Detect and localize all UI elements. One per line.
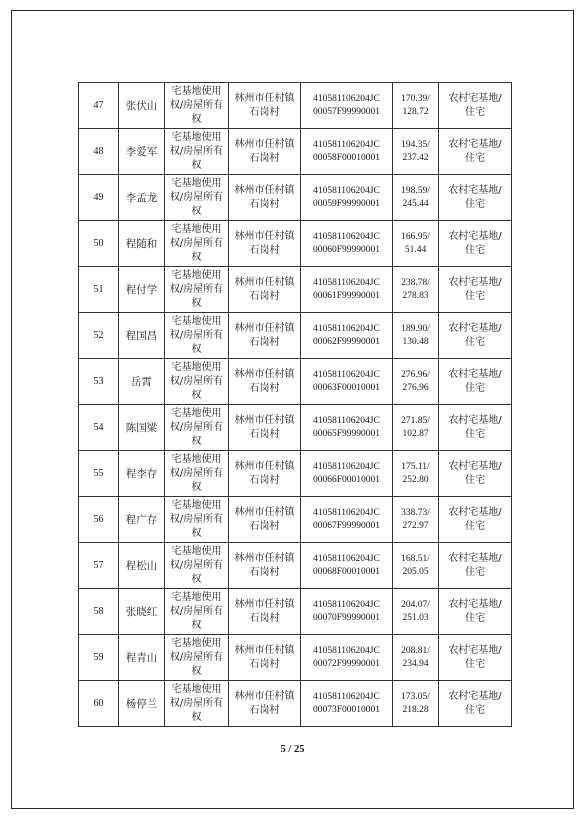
row-number-cell-text: 60: [93, 697, 104, 709]
table-row: [79, 405, 512, 451]
area-cell-text: 198.59/ 245.44: [401, 185, 430, 209]
right-type-cell: [165, 497, 229, 543]
usage-cell: [439, 405, 512, 451]
location-cell: [229, 635, 301, 681]
location-cell: [229, 129, 301, 175]
area-cell: [393, 129, 439, 175]
right-type-cell-text: 宅基地使用 权/房屋所有 权: [169, 637, 224, 677]
right-type-cell-text: 宅基地使用 权/房屋所有 权: [169, 545, 224, 585]
usage-cell: [439, 543, 512, 589]
right-type-cell-text: 宅基地使用 权/房屋所有 权: [169, 591, 224, 631]
right-type-cell-text: 宅基地使用 权/房屋所有 权: [169, 269, 224, 309]
area-cell-text: 170.39/ 128.72: [401, 93, 430, 117]
usage-cell-text: 农村宅基地/ 住宅: [448, 552, 502, 578]
usage-cell-text: 农村宅基地/ 住宅: [448, 230, 502, 256]
row-number-cell: [79, 497, 119, 543]
area-cell: [393, 313, 439, 359]
row-number-cell-text: 57: [93, 559, 104, 571]
right-type-cell: [165, 267, 229, 313]
row-number-cell-text: 47: [93, 99, 104, 111]
usage-cell-text: 农村宅基地/ 住宅: [448, 690, 502, 716]
location-cell-text: 林州市任村镇 石岗村: [234, 184, 295, 210]
row-number-cell: [79, 175, 119, 221]
row-number-cell-text: 49: [93, 191, 104, 203]
usage-cell-text: 农村宅基地/ 住宅: [448, 368, 502, 394]
certificate-number-cell-text: 410581106204JC 00059F99990001: [312, 185, 381, 209]
usage-cell-text: 农村宅基地/ 住宅: [448, 276, 502, 302]
certificate-number-cell: [301, 405, 393, 451]
usage-cell-text: 农村宅基地/ 住宅: [448, 460, 502, 486]
right-type-cell: [165, 405, 229, 451]
owner-name-cell-text: 李爱军: [125, 145, 158, 158]
owner-name-cell: [119, 589, 165, 635]
owner-name-cell: [119, 175, 165, 221]
table-row: [79, 83, 512, 129]
location-cell-text: 林州市任村镇 石岗村: [234, 690, 295, 716]
owner-name-cell: [119, 221, 165, 267]
right-type-cell: [165, 83, 229, 129]
right-type-cell: [165, 589, 229, 635]
certificate-number-cell-text: 410581106204JC 00057F99990001: [312, 93, 381, 117]
location-cell: [229, 681, 301, 727]
row-number-cell-text: 48: [93, 145, 104, 157]
row-number-cell: [79, 267, 119, 313]
certificate-number-cell: [301, 681, 393, 727]
location-cell-text: 林州市任村镇 石岗村: [234, 368, 295, 394]
owner-name-cell-text: 程随和: [125, 237, 158, 250]
area-cell-text: 271.85/ 102.87: [401, 415, 430, 439]
location-cell-text: 林州市任村镇 石岗村: [234, 414, 295, 440]
area-cell: [393, 451, 439, 497]
certificate-number-cell: [301, 451, 393, 497]
owner-name-cell: [119, 313, 165, 359]
certificate-number-cell-text: 410581106204JC 00058F00010001: [312, 139, 381, 163]
owner-name-cell: [119, 681, 165, 727]
row-number-cell: [79, 451, 119, 497]
usage-cell-text: 农村宅基地/ 住宅: [448, 184, 502, 210]
table-body: [79, 83, 512, 727]
right-type-cell: [165, 221, 229, 267]
location-cell: [229, 451, 301, 497]
area-cell: [393, 405, 439, 451]
certificate-number-cell: [301, 497, 393, 543]
row-number-cell: [79, 543, 119, 589]
row-number-cell-text: 56: [93, 513, 104, 525]
right-type-cell-text: 宅基地使用 权/房屋所有 权: [169, 499, 224, 539]
owner-name-cell: [119, 497, 165, 543]
location-cell: [229, 589, 301, 635]
area-cell-text: 166.95/ 51.44: [401, 231, 430, 255]
usage-cell-text: 农村宅基地/ 住宅: [448, 644, 502, 670]
table-row: [79, 589, 512, 635]
area-cell-text: 276.96/ 276.96: [401, 369, 430, 393]
location-cell-text: 林州市任村镇 石岗村: [234, 92, 295, 118]
table-row: [79, 221, 512, 267]
record-table: [78, 82, 512, 727]
usage-cell-text: 农村宅基地/ 住宅: [448, 414, 502, 440]
right-type-cell: [165, 635, 229, 681]
owner-name-cell-text: 程青山: [125, 651, 158, 664]
location-cell-text: 林州市任村镇 石岗村: [234, 138, 295, 164]
row-number-cell: [79, 129, 119, 175]
usage-cell: [439, 313, 512, 359]
usage-cell: [439, 267, 512, 313]
area-cell-text: 204.07/ 251.03: [401, 599, 430, 623]
owner-name-cell-text: 岳霄: [131, 375, 152, 388]
table-row: [79, 359, 512, 405]
owner-name-cell-text: 杨停兰: [125, 697, 158, 710]
location-cell-text: 林州市任村镇 石岗村: [234, 506, 295, 532]
owner-name-cell-text: 程松山: [125, 559, 158, 572]
table-row: [79, 681, 512, 727]
table-row: [79, 175, 512, 221]
usage-cell: [439, 681, 512, 727]
certificate-number-cell: [301, 313, 393, 359]
area-cell-text: 238.78/ 278.83: [401, 277, 430, 301]
usage-cell: [439, 451, 512, 497]
usage-cell-text: 农村宅基地/ 住宅: [448, 138, 502, 164]
usage-cell: [439, 589, 512, 635]
certificate-number-cell-text: 410581106204JC 00063F00010001: [312, 369, 381, 393]
location-cell: [229, 221, 301, 267]
certificate-number-cell: [301, 543, 393, 589]
location-cell: [229, 175, 301, 221]
row-number-cell: [79, 83, 119, 129]
certificate-number-cell-text: 410581106204JC 00062F99990001: [312, 323, 381, 347]
owner-name-cell: [119, 405, 165, 451]
certificate-number-cell: [301, 359, 393, 405]
right-type-cell-text: 宅基地使用 权/房屋所有 权: [169, 177, 224, 217]
table-row: [79, 129, 512, 175]
location-cell-text: 林州市任村镇 石岗村: [234, 230, 295, 256]
certificate-number-cell: [301, 635, 393, 681]
area-cell-text: 168.51/ 205.05: [401, 553, 430, 577]
row-number-cell: [79, 221, 119, 267]
location-cell-text: 林州市任村镇 石岗村: [234, 460, 295, 486]
row-number-cell-text: 59: [93, 651, 104, 663]
location-cell: [229, 543, 301, 589]
location-cell: [229, 267, 301, 313]
usage-cell-text: 农村宅基地/ 住宅: [448, 322, 502, 348]
right-type-cell: [165, 681, 229, 727]
area-cell: [393, 681, 439, 727]
certificate-number-cell: [301, 129, 393, 175]
right-type-cell: [165, 313, 229, 359]
area-cell-text: 189.90/ 130.48: [401, 323, 430, 347]
location-cell-text: 林州市任村镇 石岗村: [234, 598, 295, 624]
area-cell: [393, 635, 439, 681]
owner-name-cell-text: 程李存: [125, 467, 158, 480]
certificate-number-cell-text: 410581106204JC 00072F99990001: [312, 645, 381, 669]
certificate-number-cell: [301, 175, 393, 221]
row-number-cell: [79, 313, 119, 359]
usage-cell: [439, 497, 512, 543]
area-cell: [393, 267, 439, 313]
area-cell: [393, 175, 439, 221]
area-cell-text: 208.81/ 234.94: [401, 645, 430, 669]
usage-cell: [439, 359, 512, 405]
owner-name-cell-text: 张伏山: [125, 99, 158, 112]
right-type-cell: [165, 543, 229, 589]
owner-name-cell: [119, 543, 165, 589]
area-cell: [393, 497, 439, 543]
certificate-number-cell: [301, 267, 393, 313]
usage-cell: [439, 83, 512, 129]
table-row: [79, 543, 512, 589]
area-cell: [393, 221, 439, 267]
area-cell: [393, 543, 439, 589]
certificate-number-cell-text: 410581106204JC 00060F99990001: [312, 231, 381, 255]
right-type-cell-text: 宅基地使用 权/房屋所有 权: [169, 361, 224, 401]
right-type-cell-text: 宅基地使用 权/房屋所有 权: [169, 683, 224, 723]
owner-name-cell: [119, 267, 165, 313]
row-number-cell-text: 53: [93, 375, 104, 387]
right-type-cell: [165, 175, 229, 221]
owner-name-cell-text: 陈国梁: [125, 421, 158, 434]
owner-name-cell: [119, 451, 165, 497]
row-number-cell: [79, 635, 119, 681]
table-row: [79, 497, 512, 543]
location-cell: [229, 83, 301, 129]
owner-name-cell: [119, 129, 165, 175]
owner-name-cell-text: 程付学: [125, 283, 158, 296]
owner-name-cell: [119, 635, 165, 681]
owner-name-cell: [119, 359, 165, 405]
location-cell: [229, 497, 301, 543]
row-number-cell: [79, 681, 119, 727]
certificate-number-cell: [301, 221, 393, 267]
right-type-cell-text: 宅基地使用 权/房屋所有 权: [169, 223, 224, 263]
certificate-number-cell-text: 410581106204JC 00066F00010001: [312, 461, 381, 485]
right-type-cell: [165, 451, 229, 497]
right-type-cell-text: 宅基地使用 权/房屋所有 权: [169, 85, 224, 125]
certificate-number-cell-text: 410581106204JC 00061F99990001: [312, 277, 381, 301]
location-cell-text: 林州市任村镇 石岗村: [234, 276, 295, 302]
location-cell-text: 林州市任村镇 石岗村: [234, 322, 295, 348]
usage-cell-text: 农村宅基地/ 住宅: [448, 92, 502, 118]
row-number-cell-text: 52: [93, 329, 104, 341]
area-cell: [393, 83, 439, 129]
area-cell-text: 173.05/ 218.28: [401, 691, 430, 715]
usage-cell: [439, 635, 512, 681]
usage-cell: [439, 221, 512, 267]
right-type-cell: [165, 359, 229, 405]
usage-cell: [439, 129, 512, 175]
location-cell: [229, 359, 301, 405]
owner-name-cell-text: 张晓红: [125, 605, 158, 618]
page-number: 5 / 25: [280, 744, 305, 755]
certificate-number-cell-text: 410581106204JC 00067F99990001: [312, 507, 381, 531]
certificate-number-cell: [301, 83, 393, 129]
area-cell-text: 338.73/ 272.97: [401, 507, 430, 531]
row-number-cell-text: 50: [93, 237, 104, 249]
table-row: [79, 635, 512, 681]
right-type-cell-text: 宅基地使用 权/房屋所有 权: [169, 453, 224, 493]
row-number-cell: [79, 405, 119, 451]
row-number-cell-text: 58: [93, 605, 104, 617]
right-type-cell-text: 宅基地使用 权/房屋所有 权: [169, 407, 224, 447]
location-cell-text: 林州市任村镇 石岗村: [234, 644, 295, 670]
certificate-number-cell-text: 410581106204JC 00070F99990001: [312, 599, 381, 623]
right-type-cell: [165, 129, 229, 175]
table-row: [79, 313, 512, 359]
usage-cell-text: 农村宅基地/ 住宅: [448, 506, 502, 532]
area-cell-text: 175.11/ 252.80: [401, 461, 430, 485]
certificate-number-cell: [301, 589, 393, 635]
right-type-cell-text: 宅基地使用 权/房屋所有 权: [169, 131, 224, 171]
owner-name-cell-text: 李孟龙: [125, 191, 158, 204]
location-cell: [229, 405, 301, 451]
row-number-cell-text: 55: [93, 467, 104, 479]
usage-cell: [439, 175, 512, 221]
usage-cell-text: 农村宅基地/ 住宅: [448, 598, 502, 624]
certificate-number-cell-text: 410581106204JC 00068F00010001: [312, 553, 381, 577]
owner-name-cell-text: 程国昌: [125, 329, 158, 342]
location-cell: [229, 313, 301, 359]
row-number-cell-text: 54: [93, 421, 104, 433]
area-cell-text: 194.35/ 237.42: [401, 139, 430, 163]
area-cell: [393, 589, 439, 635]
row-number-cell: [79, 589, 119, 635]
row-number-cell: [79, 359, 119, 405]
row-number-cell-text: 51: [93, 283, 104, 295]
certificate-number-cell-text: 410581106204JC 00065F99990001: [312, 415, 381, 439]
table-row: [79, 451, 512, 497]
certificate-number-cell-text: 410581106204JC 00073F00010001: [312, 691, 381, 715]
table-row: [79, 267, 512, 313]
right-type-cell-text: 宅基地使用 权/房屋所有 权: [169, 315, 224, 355]
area-cell: [393, 359, 439, 405]
owner-name-cell: [119, 83, 165, 129]
owner-name-cell-text: 程广存: [125, 513, 158, 526]
location-cell-text: 林州市任村镇 石岗村: [234, 552, 295, 578]
